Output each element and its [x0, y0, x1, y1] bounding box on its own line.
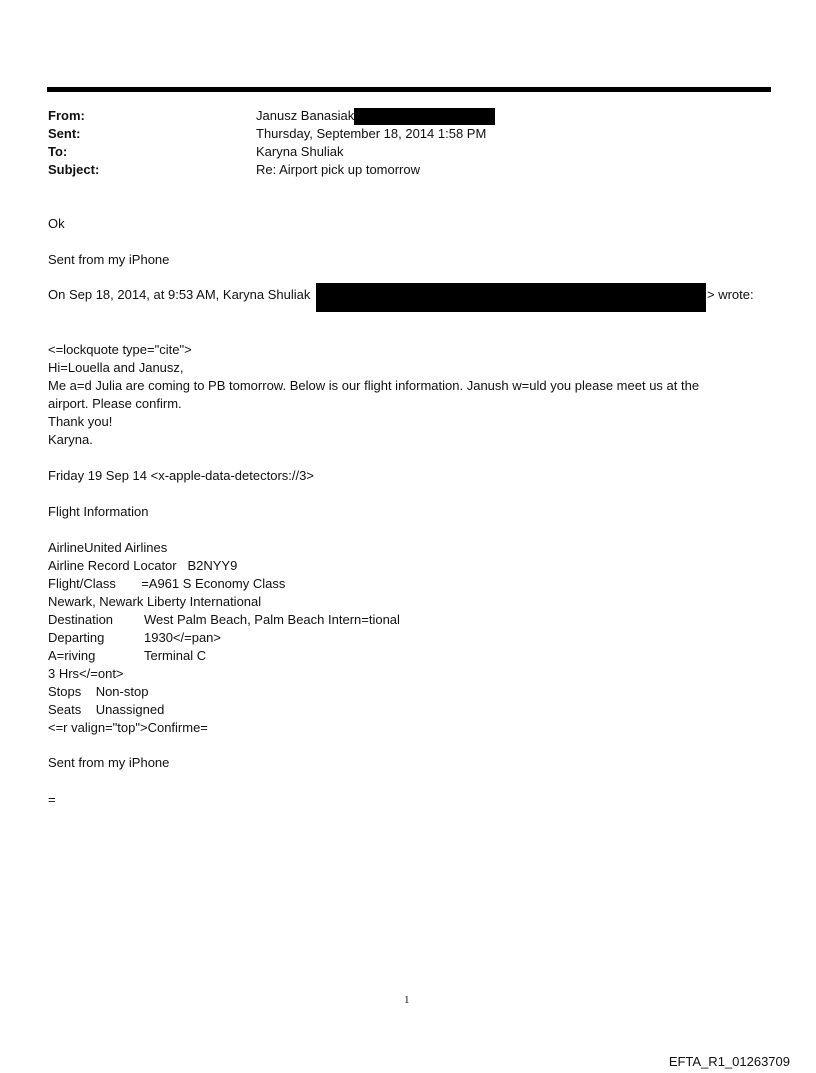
quote-intro: On Sep 18, 2014, at 9:53 AM, Karyna Shuliak	[48, 287, 311, 302]
subject-value: Re: Airport pick up tomorrow	[256, 162, 421, 177]
message-line: airport. Please confirm.	[48, 396, 182, 411]
record-locator-line: Airline Record Locator B2NYY9	[48, 558, 238, 573]
destination-value: West Palm Beach, Palm Beach Intern=tional	[144, 612, 400, 627]
redaction-box	[354, 108, 495, 125]
signature-line: Sent from my iPhone	[48, 755, 170, 770]
sent-value: Thursday, September 18, 2014 1:58 PM	[256, 126, 487, 141]
sender-name: Karyna.	[48, 432, 93, 447]
stops-line: Stops Non-stop	[48, 684, 149, 699]
thanks-line: Thank you!	[48, 414, 113, 429]
arriving-value: Terminal C	[144, 648, 207, 663]
greeting: Hi=Louella and Janusz,	[48, 360, 184, 375]
arriving-label: A=riving	[48, 648, 96, 663]
subject-label: Subject:	[48, 162, 100, 177]
page-number: 1	[404, 994, 410, 1006]
blockquote-tag: <=lockquote type="cite">	[48, 342, 192, 357]
sent-label: Sent:	[48, 126, 81, 141]
bates-number: EFTA_R1_01263709	[668, 1054, 790, 1069]
to-value: Karyna Shuliak	[256, 144, 344, 159]
row-tag-line: <=r valign="top">Confirme=	[48, 720, 208, 735]
destination-label: Destination	[48, 612, 114, 627]
duration-line: 3 Hrs</=ont>	[48, 666, 124, 681]
departing-label: Departing	[48, 630, 105, 645]
flight-heading: Flight Information	[48, 504, 149, 519]
from-value: Janusz Banasiak	[256, 108, 355, 123]
airline-line: AirlineUnited Airlines	[48, 540, 168, 555]
departing-value: 1930</=pan>	[144, 630, 221, 645]
redaction-box	[316, 283, 706, 312]
signature-line: Sent from my iPhone	[48, 252, 170, 267]
from-label: From:	[48, 108, 85, 123]
date-line: Friday 19 Sep 14 <x-apple-data-detectors://3>	[48, 468, 314, 483]
message-line: Me a=d Julia are coming to PB tomorrow. Below is our flight information. Janush w=uld you please meet us at the	[48, 378, 700, 393]
flight-class-line: Flight/Class =A961 S Economy Class	[48, 576, 286, 591]
header-rule	[47, 87, 771, 92]
quote-intro-end: > wrote:	[707, 287, 754, 302]
reply-text: Ok	[48, 216, 65, 231]
to-label: To:	[48, 144, 68, 159]
origin-line: Newark, Newark Liberty International	[48, 594, 262, 609]
trailer-text: =	[48, 792, 56, 807]
seats-line: Seats Unassigned	[48, 702, 165, 717]
